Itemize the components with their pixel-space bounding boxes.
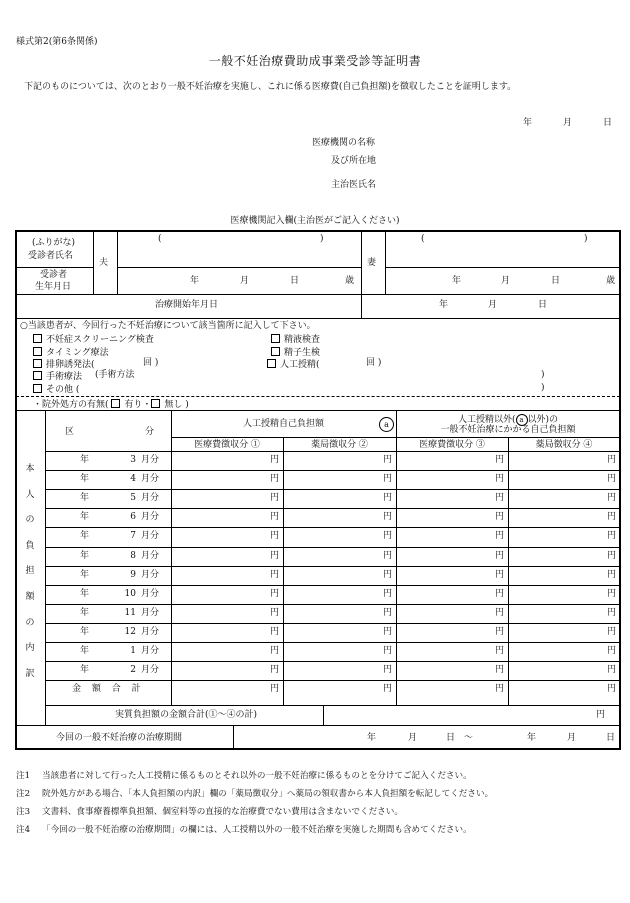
row-month-number: 3: [130, 455, 136, 465]
other-self-pay-subheader: 一般不妊治療にかかる自己負担額: [440, 425, 576, 435]
checkbox-icon[interactable]: [271, 347, 280, 356]
row-year-label: 年: [80, 588, 90, 599]
checkbox-icon[interactable]: [33, 334, 42, 343]
ai-self-pay-header: 人工授精自己負担額: [242, 419, 324, 429]
actual-total-label: 実質負担額の金額合計(①～④の計): [115, 710, 258, 720]
yen-cell[interactable]: 円: [607, 684, 617, 695]
row-year-label: 年: [80, 531, 90, 542]
yen-cell[interactable]: 円: [607, 493, 617, 504]
yen-cell[interactable]: 円: [607, 531, 617, 542]
row-month-suffix: 月分: [141, 474, 160, 485]
husband-dob-month: 月: [240, 276, 250, 286]
row-month-number: 6: [130, 512, 136, 523]
checkbox-icon[interactable]: [271, 334, 280, 343]
row-year-label: 年: [80, 646, 90, 656]
yen-cell[interactable]: 円: [383, 588, 393, 599]
ai-mark: a: [379, 417, 394, 432]
row-month-suffix: 月分: [141, 665, 160, 676]
row-month-suffix: 月分: [141, 550, 160, 561]
checkbox-icon[interactable]: [111, 399, 120, 408]
start-month-label: 月: [488, 300, 498, 310]
institution-address-label: 及び所在地: [331, 156, 377, 166]
row-year-label: 年: [80, 455, 90, 465]
yen-cell[interactable]: 円: [495, 607, 505, 618]
yen-cell[interactable]: 円: [383, 474, 393, 485]
yen-cell[interactable]: 円: [383, 455, 393, 465]
yen-cell[interactable]: 円: [270, 550, 280, 561]
yen-cell[interactable]: 円: [495, 569, 505, 580]
yen-cell[interactable]: 円: [495, 588, 505, 599]
yen-cell[interactable]: 円: [495, 684, 505, 695]
start-year-label: 年: [439, 300, 449, 310]
row-month-number: 8: [130, 550, 136, 561]
ai-times: 回 ): [366, 358, 382, 368]
yen-cell[interactable]: 円: [383, 607, 393, 618]
total-amount-label: 金 額 合 計: [72, 684, 145, 695]
yen-cell[interactable]: 円: [383, 493, 393, 504]
row-month-number: 10: [124, 588, 136, 599]
check-ovulation[interactable]: 排卵誘発法(: [33, 359, 95, 370]
yen-cell[interactable]: 円: [270, 588, 280, 599]
period-end-day: 日: [606, 733, 616, 743]
row-month-suffix: 月分: [141, 646, 160, 656]
wife-label: 妻: [367, 258, 377, 268]
row-month-suffix: 月分: [141, 626, 160, 637]
row-year-label: 年: [80, 626, 90, 637]
yen-cell[interactable]: 円: [495, 455, 505, 465]
row-month-suffix: 月分: [141, 455, 160, 465]
check-semen-test[interactable]: 精液検査: [271, 334, 320, 345]
actual-total-yen: 円: [596, 710, 606, 720]
wife-dob-day: 日: [551, 276, 561, 286]
row-year-label: 年: [80, 569, 90, 580]
period-label: 今回の一般不妊治療の治療期間: [56, 733, 183, 743]
institution-name-label: 医療機関の名称: [312, 138, 376, 148]
bun-label: 分: [145, 427, 155, 437]
yen-cell[interactable]: 円: [383, 646, 393, 656]
yen-cell[interactable]: 円: [270, 569, 280, 580]
row-month-number: 7: [130, 531, 136, 542]
patient-name-label: 受診者氏名: [28, 251, 74, 261]
yen-cell[interactable]: 円: [495, 531, 505, 542]
yen-cell[interactable]: 円: [495, 474, 505, 485]
yen-cell[interactable]: 円: [495, 626, 505, 637]
husband-label: 夫: [99, 258, 109, 268]
checkbox-icon[interactable]: [33, 384, 42, 393]
husband-dob-year: 年: [190, 276, 200, 286]
yen-cell[interactable]: 円: [383, 684, 393, 695]
col-pharmacy-4: 薬局徴収分 ④: [535, 440, 593, 450]
treatment-start-label: 治療開始年月日: [155, 300, 219, 310]
col-medical-1: 医療費徴収分 ①: [194, 440, 260, 450]
yen-cell[interactable]: 円: [607, 665, 617, 676]
yen-cell[interactable]: 円: [270, 512, 280, 523]
row-month-number: 12: [124, 626, 136, 637]
row-month-suffix: 月分: [141, 607, 160, 618]
dob-label-2: 生年月日: [35, 282, 72, 292]
col-pharmacy-2: 薬局徴収分 ②: [311, 440, 368, 450]
check-other[interactable]: その他 (: [33, 384, 79, 395]
yen-cell[interactable]: 円: [383, 512, 393, 523]
yen-cell[interactable]: 円: [270, 474, 280, 485]
checkbox-icon[interactable]: [267, 359, 276, 368]
checklist-intro: ○当該患者が、今回行った不妊治療について該当箇所に記入して下さい。: [20, 321, 316, 331]
yen-cell[interactable]: 円: [270, 646, 280, 656]
period-start-month: 月: [408, 733, 418, 743]
ovulation-times: 回 ): [143, 358, 159, 368]
yen-cell[interactable]: 円: [495, 550, 505, 561]
wife-furigana-close: ): [584, 234, 588, 244]
yen-cell[interactable]: 円: [495, 665, 505, 676]
issue-date-month-label: 月: [563, 118, 573, 128]
surgery-method-label: (手術方法: [95, 370, 135, 380]
period-tilde: ～: [464, 733, 474, 743]
husband-furigana-close: ): [320, 234, 324, 244]
yen-cell[interactable]: 円: [270, 684, 280, 695]
doctor-name-label: 主治医氏名: [331, 180, 377, 190]
row-month-suffix: 月分: [141, 531, 160, 542]
row-month-suffix: 月分: [141, 588, 160, 599]
check-timing[interactable]: タイミング療法: [33, 347, 109, 358]
row-month-number: 5: [130, 493, 136, 504]
row-year-label: 年: [80, 512, 90, 523]
note-3: 注3 文書料、食事療養標準負担額、個室料等の直接的な治療費でない費用は含まないでください。: [16, 807, 403, 817]
section-caption: 医療機関記入欄(主治医がご記入ください): [230, 216, 400, 226]
husband-dob-day: 日: [290, 276, 300, 286]
furigana-label: (ふりがな): [32, 238, 76, 248]
period-end-year: 年: [527, 733, 537, 743]
row-month-number: 11: [124, 607, 136, 618]
row-month-number: 4: [130, 474, 136, 485]
wife-age: 歳: [606, 276, 616, 286]
outside-prescription: ・院外処方の有無( 有り・ 無し ): [33, 400, 189, 410]
yen-cell[interactable]: 円: [607, 455, 617, 465]
yen-cell[interactable]: 円: [607, 474, 617, 485]
other-self-pay-header: 人工授精以外( a 以外)の: [457, 415, 559, 425]
yen-cell[interactable]: 円: [607, 569, 617, 580]
wife-dob-year: 年: [452, 276, 462, 286]
surgery-method-close: ): [541, 370, 545, 380]
wife-dob-month: 月: [501, 276, 511, 286]
husband-furigana-open: (: [158, 234, 162, 244]
yen-cell[interactable]: 円: [383, 531, 393, 542]
issue-date-day-label: 日: [603, 118, 613, 128]
yen-cell[interactable]: 円: [495, 512, 505, 523]
row-year-label: 年: [80, 550, 90, 561]
yen-cell[interactable]: 円: [270, 607, 280, 618]
checkbox-icon[interactable]: [33, 347, 42, 356]
yen-cell[interactable]: 円: [383, 550, 393, 561]
yen-cell[interactable]: 円: [495, 646, 505, 656]
issue-date-year-label: 年: [523, 118, 533, 128]
row-month-number: 9: [130, 569, 136, 580]
row-year-label: 年: [80, 474, 90, 485]
col-medical-3: 医療費徴収分 ③: [419, 440, 485, 450]
row-year-label: 年: [80, 493, 90, 504]
yen-cell[interactable]: 円: [495, 493, 505, 504]
start-day-label: 日: [538, 300, 548, 310]
yen-cell[interactable]: 円: [607, 588, 617, 599]
intro-text: 下記のものについては、次のとおり一般不妊治療を実施し、これに係る医療費(自己負担額)を徴収したことを証明します。: [24, 82, 517, 92]
check-artificial-insemination[interactable]: 人工授精(: [267, 359, 320, 370]
yen-cell[interactable]: 円: [383, 665, 393, 676]
note-2: 注2 院外処方がある場合、「本人負担額の内訳」欄の「薬局徴収分」へ薬局の領収書から本人負担額を転記してください。: [16, 789, 494, 799]
dob-label-1: 受診者: [40, 270, 68, 280]
checkbox-icon[interactable]: [33, 359, 42, 368]
yen-cell[interactable]: 円: [270, 493, 280, 504]
yen-cell[interactable]: 円: [607, 646, 617, 656]
row-month-number: 1: [130, 646, 136, 656]
yen-cell[interactable]: 円: [607, 607, 617, 618]
kubun-label: 区: [65, 427, 75, 437]
husband-age: 歳: [345, 276, 355, 286]
yen-cell[interactable]: 円: [270, 531, 280, 542]
yen-cell[interactable]: 円: [607, 550, 617, 561]
yen-cell[interactable]: 円: [383, 626, 393, 637]
period-end-month: 月: [567, 733, 577, 743]
yen-cell[interactable]: 円: [270, 626, 280, 637]
side-label-breakdown: 本 人 の 負 担 額 の 内 訳: [25, 464, 35, 679]
yen-cell[interactable]: 円: [270, 455, 280, 465]
check-surgery[interactable]: 手術療法: [33, 371, 82, 382]
note-1: 注1 当該患者に対して行った人工授精に係るものとそれ以外の一般不妊治療に係るものとを分けてご記入ください。: [16, 771, 472, 781]
period-start-day: 日: [446, 733, 456, 743]
wife-furigana-open: (: [421, 234, 425, 244]
row-month-suffix: 月分: [141, 493, 160, 504]
note-4: 注4 「今回の一般不妊治療の治療期間」の欄には、人工授精以外の一般不妊治療を実施した期間も含めてください。: [16, 825, 472, 835]
document-title: 一般不妊治療費助成事業受診等証明書: [208, 54, 422, 68]
row-year-label: 年: [80, 607, 90, 618]
other-close: ): [541, 383, 545, 393]
row-month-suffix: 月分: [141, 569, 160, 580]
row-month-suffix: 月分: [141, 512, 160, 523]
period-start-year: 年: [367, 733, 377, 743]
row-month-number: 2: [130, 665, 136, 676]
yen-cell[interactable]: 円: [270, 665, 280, 676]
yen-cell[interactable]: 円: [383, 569, 393, 580]
row-year-label: 年: [80, 665, 90, 676]
check-screening[interactable]: 不妊症スクリーニング検査: [33, 334, 154, 345]
checkbox-icon[interactable]: [33, 371, 42, 380]
yen-cell[interactable]: 円: [607, 512, 617, 523]
checkbox-icon[interactable]: [151, 399, 160, 408]
yen-cell[interactable]: 円: [607, 626, 617, 637]
form-number: 様式第2(第6条関係): [16, 37, 98, 47]
check-sperm-test[interactable]: 精子生検: [271, 347, 320, 358]
